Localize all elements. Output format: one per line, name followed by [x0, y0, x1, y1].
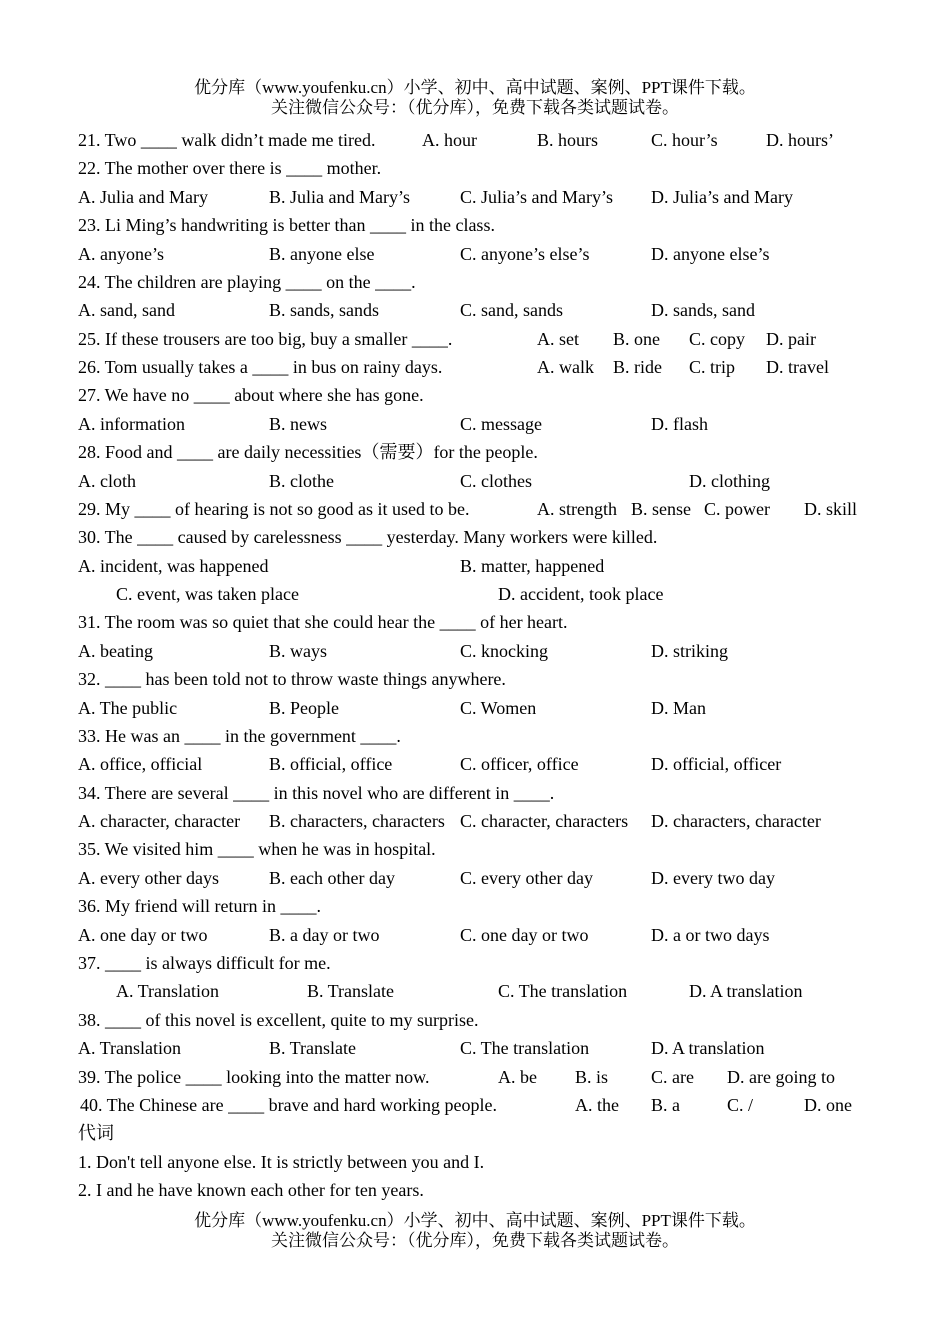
question-32-stem: 32. ____ has been told not to throw waste things anywhere. — [78, 669, 506, 689]
question-28-stem: 28. Food and ____ are daily necessities（需要）for the people. — [78, 442, 538, 462]
option-b: B. anyone else — [269, 244, 375, 264]
option-b: B. a — [651, 1095, 680, 1115]
question-stem: 39. The police ____ looking into the matter now. — [78, 1067, 430, 1087]
option-d: D. A translation — [651, 1038, 765, 1058]
option-a: A. incident, was happened — [78, 556, 269, 576]
question-stem: 26. Tom usually takes a ____ in bus on rainy days. — [78, 357, 443, 377]
question-30-stem: 30. The ____ caused by carelessness ____ yesterday. Many workers were killed. — [78, 527, 658, 547]
option-b: B. People — [269, 698, 339, 718]
option-b: B. Translate — [269, 1038, 357, 1058]
question-34-stem: 34. There are several ____ in this novel who are different in ____. — [78, 783, 555, 803]
option-c: C. are — [651, 1067, 694, 1087]
page-footer-line-1: 优分库（www.youfenku.cn）小学、初中、高中试题、案例、PPT课件下载。 — [194, 1211, 756, 1230]
option-c: C. message — [460, 414, 542, 434]
option-a: A. the — [575, 1095, 619, 1115]
option-d: D. one — [804, 1095, 852, 1115]
option-b: B. Julia and Mary’s — [269, 187, 410, 207]
option-d: D. Man — [651, 698, 706, 718]
option-c: C. copy — [689, 329, 745, 349]
option-c: C. knocking — [460, 641, 548, 661]
option-a: A. anyone’s — [78, 244, 164, 264]
option-b: B. is — [575, 1067, 609, 1087]
option-c: C. hour’s — [651, 130, 718, 150]
option-d: D. anyone else’s — [651, 244, 770, 264]
page-header-line-2: 关注微信公众号：（优分库），免费下载各类试题试卷。 — [271, 98, 679, 117]
option-d: D. travel — [766, 357, 829, 377]
option-c: C. power — [704, 499, 770, 519]
question-stem: 29. My ____ of hearing is not so good as it used to be. — [78, 499, 470, 519]
option-a: A. every other days — [78, 868, 219, 888]
option-c: C. The translation — [498, 981, 628, 1001]
option-b: B. matter, happened — [460, 556, 605, 576]
option-b: B. official, office — [269, 754, 393, 774]
option-a: A. The public — [78, 698, 178, 718]
option-a: A. one day or two — [78, 925, 208, 945]
option-a: A. character, character — [78, 811, 241, 831]
option-a: A. Translation — [78, 1038, 182, 1058]
option-b: B. sense — [631, 499, 691, 519]
option-c: C. one day or two — [460, 925, 589, 945]
option-a: A. Translation — [116, 981, 220, 1001]
option-b: B. ride — [613, 357, 662, 377]
option-d: D. pair — [766, 329, 816, 349]
option-b: B. clothe — [269, 471, 334, 491]
question-38-stem: 38. ____ of this novel is excellent, quite to my surprise. — [78, 1010, 479, 1030]
option-d: D. are going to — [727, 1067, 835, 1087]
option-b: B. each other day — [269, 868, 395, 888]
option-d: D. clothing — [689, 471, 770, 491]
section-item: 2. I and he have known each other for ten years. — [78, 1180, 424, 1200]
question-24-stem: 24. The children are playing ____ on the ____. — [78, 272, 416, 292]
question-22-stem: 22. The mother over there is ____ mother. — [78, 158, 382, 178]
option-d: D. characters, character — [651, 811, 821, 831]
option-c: C. The translation — [460, 1038, 590, 1058]
option-c: C. Women — [460, 698, 537, 718]
option-d: D. A translation — [689, 981, 803, 1001]
option-c: C. anyone’s else’s — [460, 244, 590, 264]
option-d: D. flash — [651, 414, 708, 434]
question-33-stem: 33. He was an ____ in the government ____. — [78, 726, 401, 746]
option-d: D. official, officer — [651, 754, 782, 774]
option-c: C. officer, office — [460, 754, 579, 774]
option-b: B. a day or two — [269, 925, 380, 945]
option-a: A. cloth — [78, 471, 136, 491]
option-c: C. clothes — [460, 471, 532, 491]
question-27-stem: 27. We have no ____ about where she has gone. — [78, 385, 424, 405]
option-d: D. Julia’s and Mary — [651, 187, 793, 207]
page-header-line-1: 优分库（www.youfenku.cn）小学、初中、高中试题、案例、PPT课件下载。 — [194, 78, 756, 97]
section-item: 1. Don't tell anyone else. It is strictly between you and I. — [78, 1152, 485, 1172]
page-footer-line-2: 关注微信公众号：（优分库），免费下载各类试题试卷。 — [271, 1231, 679, 1250]
option-c: C. trip — [689, 357, 736, 377]
section-title: 代词 — [78, 1123, 114, 1143]
option-a: A. Julia and Mary — [78, 187, 208, 207]
option-a: A. beating — [78, 641, 153, 661]
option-c: C. sand, sands — [460, 300, 563, 320]
option-d: D. sands, sand — [651, 300, 755, 320]
option-d: D. hours’ — [766, 130, 834, 150]
option-a: A. sand, sand — [78, 300, 175, 320]
option-d: D. a or two days — [651, 925, 770, 945]
option-b: B. characters, characters — [269, 811, 445, 831]
option-b: B. Translate — [307, 981, 395, 1001]
question-stem: 40. The Chinese are ____ brave and hard working people. — [80, 1095, 498, 1115]
question-23-stem: 23. Li Ming’s handwriting is better than ____ in the class. — [78, 215, 495, 235]
option-c: C. every other day — [460, 868, 593, 888]
option-a: A. set — [537, 329, 579, 349]
question-stem: 25. If these trousers are too big, buy a smaller ____. — [78, 329, 453, 349]
option-c: C. event, was taken place — [116, 584, 299, 604]
option-d: D. striking — [651, 641, 729, 661]
question-36-stem: 36. My friend will return in ____. — [78, 896, 321, 916]
option-a: A. strength — [537, 499, 617, 519]
option-a: A. information — [78, 414, 185, 434]
option-b: B. one — [613, 329, 660, 349]
option-b: B. ways — [269, 641, 327, 661]
question-31-stem: 31. The room was so quiet that she could hear the ____ of her heart. — [78, 612, 568, 632]
option-c: C. / — [727, 1095, 754, 1115]
option-d: D. every two day — [651, 868, 775, 888]
option-a: A. office, official — [78, 754, 203, 774]
option-c: C. Julia’s and Mary’s — [460, 187, 613, 207]
question-35-stem: 35. We visited him ____ when he was in hospital. — [78, 839, 436, 859]
option-a: A. be — [498, 1067, 537, 1087]
question-stem: 21. Two ____ walk didn’t made me tired. — [78, 130, 376, 150]
option-c: C. character, characters — [460, 811, 629, 831]
option-b: B. news — [269, 414, 327, 434]
option-b: B. sands, sands — [269, 300, 380, 320]
option-a: A. hour — [422, 130, 477, 150]
option-a: A. walk — [537, 357, 594, 377]
option-b: B. hours — [537, 130, 599, 150]
question-37-stem: 37. ____ is always difficult for me. — [78, 953, 331, 973]
option-d: D. skill — [804, 499, 858, 519]
option-d: D. accident, took place — [498, 584, 664, 604]
